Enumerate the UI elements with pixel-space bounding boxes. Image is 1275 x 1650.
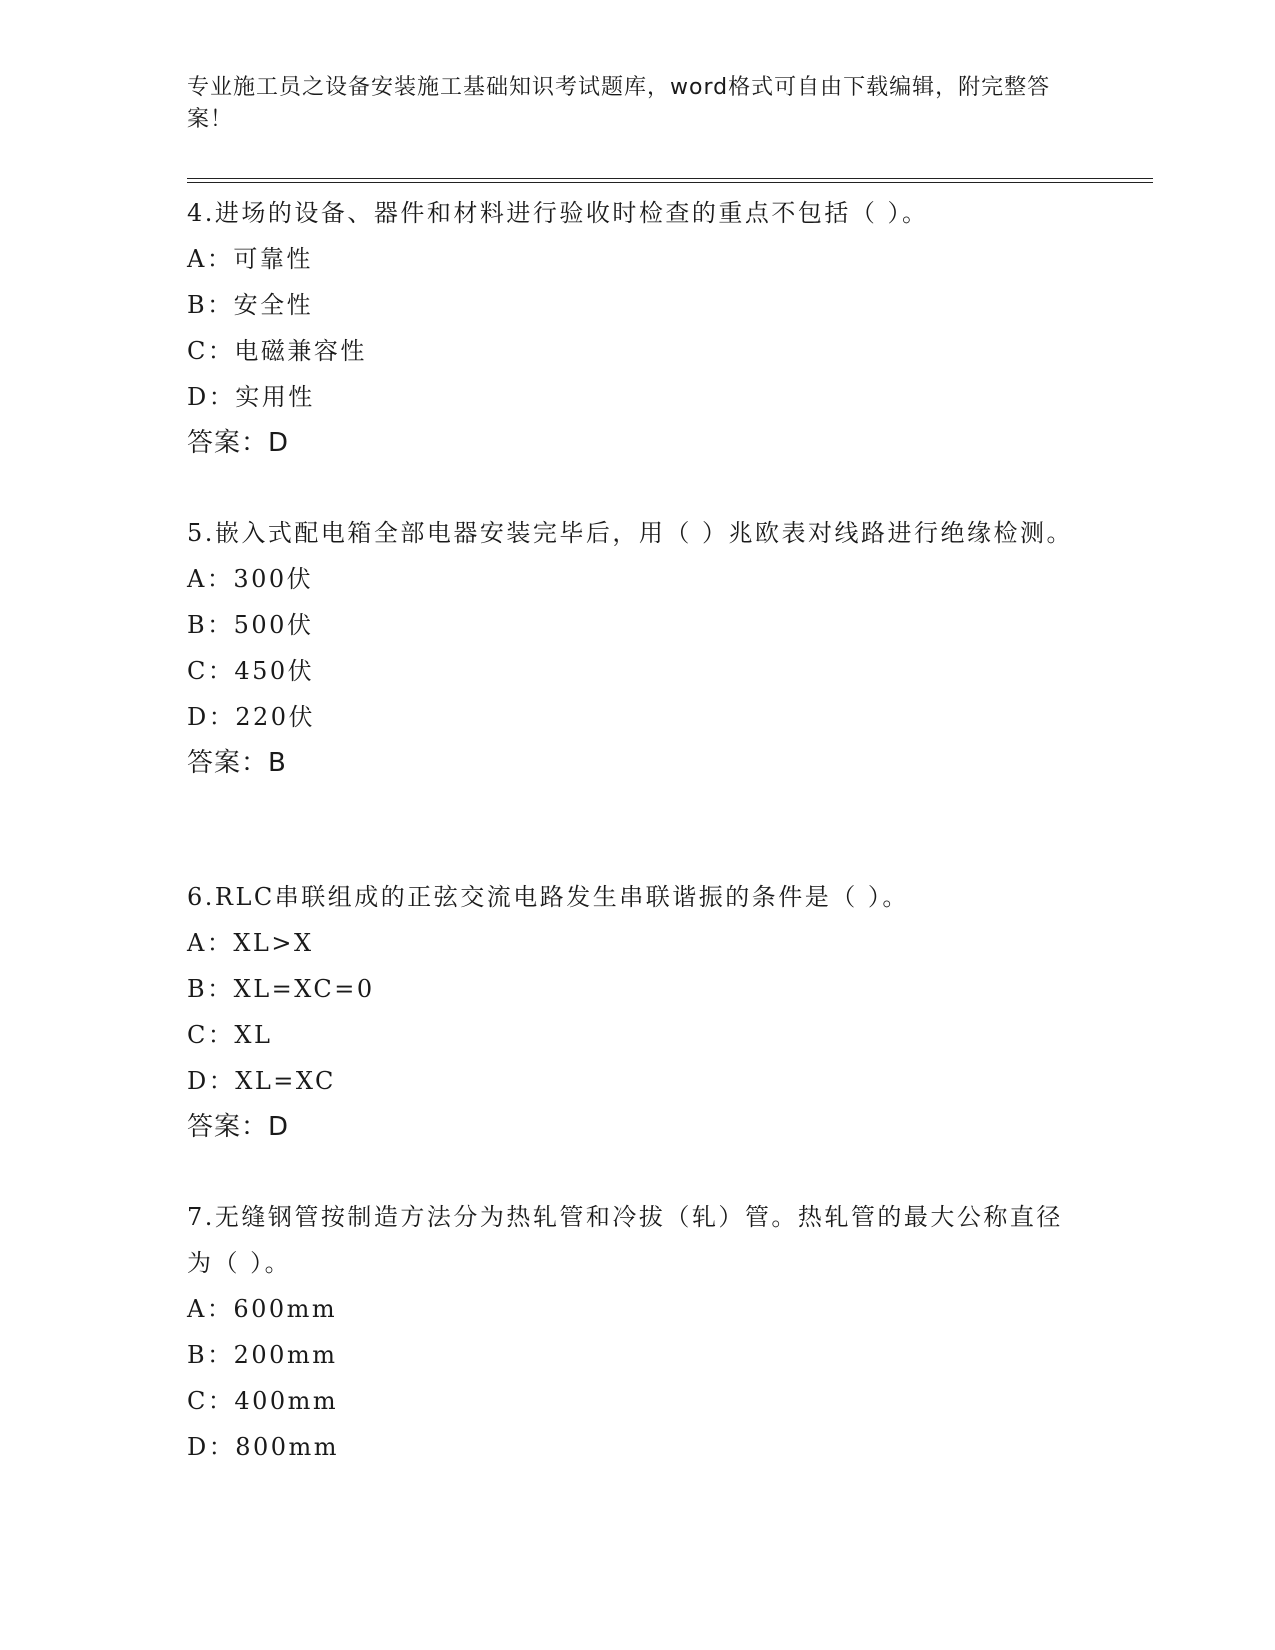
option-b: B：XL=XC=0 <box>187 975 375 1003</box>
option-a: A：300伏 <box>187 565 314 593</box>
question-5 <box>187 510 1087 786</box>
option-b: B：200mm <box>187 1341 338 1369</box>
option-c: C：400mm <box>187 1387 339 1415</box>
question-text: 4.进场的设备、器件和材料进行验收时检查的重点不包括（ ）。 <box>187 199 929 227</box>
option-c: C：XL <box>187 1021 273 1049</box>
header-divider-bottom <box>187 182 1153 183</box>
option-c: C：450伏 <box>187 657 315 685</box>
option-d: D：800mm <box>187 1433 340 1461</box>
question-6 <box>187 874 1087 1150</box>
answer: 答案：B <box>187 748 287 778</box>
option-a: A：600mm <box>187 1295 338 1323</box>
option-a: A：可靠性 <box>187 245 313 273</box>
option-b: B：500伏 <box>187 611 314 639</box>
option-c: C：电磁兼容性 <box>187 337 367 365</box>
answer: 答案：D <box>187 1112 290 1142</box>
question-4 <box>187 190 1087 466</box>
option-d: D：XL=XC <box>187 1067 336 1095</box>
document-header: 专业施工员之设备安装施工基础知识考试题库，word格式可自由下载编辑，附完整答案！ <box>187 75 1051 132</box>
answer: 答案：D <box>187 428 290 458</box>
option-d: D：实用性 <box>187 383 315 411</box>
question-7 <box>187 1194 1087 1470</box>
question-text: 6.RLC串联组成的正弦交流电路发生串联谐振的条件是（ ）。 <box>187 883 909 911</box>
header-divider-top <box>187 178 1153 179</box>
question-text: 5.嵌入式配电箱全部电器安装完毕后，用（ ）兆欧表对线路进行绝缘检测。 <box>187 519 1074 547</box>
question-text: 7.无缝钢管按制造方法分为热轧管和冷拔（轧）管。热轧管的最大公称直径为（ ）。 <box>187 1203 1063 1277</box>
option-b: B：安全性 <box>187 291 314 319</box>
option-d: D：220伏 <box>187 703 316 731</box>
option-a: A：XL>X <box>187 929 314 957</box>
